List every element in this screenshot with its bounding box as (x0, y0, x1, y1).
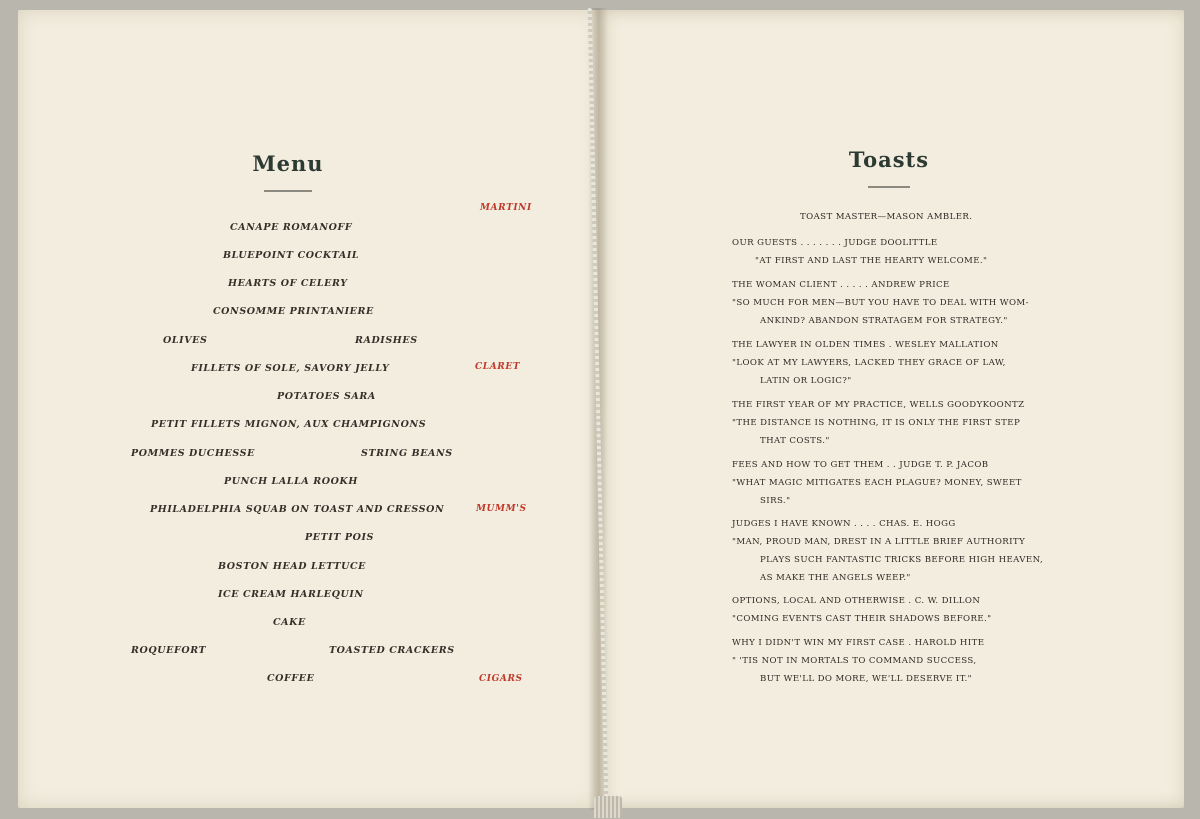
toast-quote-line: BUT WE'LL DO MORE, WE'LL DESERVE IT." (760, 674, 973, 684)
toast-quote-line: "SO MUCH FOR MEN—BUT YOU HAVE TO DEAL WITH WOM- (732, 298, 1029, 308)
menu-item: CAKE (273, 617, 306, 628)
toast-title-line: FEES AND HOW TO GET THEM . . JUDGE T. P. JACOB (732, 460, 989, 470)
toast-title-line: JUDGES I HAVE KNOWN . . . . CHAS. E. HOGG (732, 519, 956, 529)
wine-pairing: MARTINI (480, 203, 532, 213)
toast-quote-line: THAT COSTS." (760, 436, 830, 446)
menu-item: FILLETS OF SOLE, SAVORY JELLY (191, 363, 390, 374)
menu-page (18, 10, 598, 808)
wine-pairing: CLARET (475, 362, 521, 372)
toast-quote-line: "THE DISTANCE IS NOTHING, IT IS ONLY THE FIRST STEP (732, 418, 1021, 428)
toast-quote-line: AS MAKE THE ANGELS WEEP." (760, 573, 911, 583)
menu-item: PETIT FILLETS MIGNON, AUX CHAMPIGNONS (151, 419, 427, 430)
menu-item: CANAPE ROMANOFF (230, 222, 353, 233)
toast-quote-line: ANKIND? ABANDON STRATAGEM FOR STRATEGY." (760, 316, 1008, 326)
menu-item: BOSTON HEAD LETTUCE (218, 561, 367, 572)
toasts-heading-rule (868, 186, 910, 188)
toast-quote-line: " 'TIS NOT IN MORTALS TO COMMAND SUCCESS, (732, 656, 977, 666)
menu-item: STRING BEANS (361, 448, 453, 459)
toast-title-line: WHY I DIDN'T WIN MY FIRST CASE . HAROLD HITE (732, 638, 985, 648)
toast-title-line: OUR GUESTS . . . . . . . JUDGE DOOLITTLE (732, 238, 938, 248)
toast-quote-line: "MAN, PROUD MAN, DREST IN A LITTLE BRIEF AUTHORITY (732, 537, 1026, 547)
toast-quote-line: "COMING EVENTS CAST THEIR SHADOWS BEFORE." (732, 614, 992, 624)
menu-item: PHILADELPHIA SQUAB ON TOAST AND CRESSON (150, 504, 445, 515)
menu-item: ICE CREAM HARLEQUIN (218, 589, 364, 600)
wine-pairing: MUMM'S (476, 504, 527, 514)
toast-title-line: THE FIRST YEAR OF MY PRACTICE, WELLS GOODYKOONTZ (732, 400, 1025, 410)
menu-heading-rule (264, 190, 312, 192)
menu-item: PUNCH LALLA ROOKH (224, 476, 358, 487)
menu-item: COFFEE (267, 673, 315, 684)
toast-quote-line: PLAYS SUCH FANTASTIC TRICKS BEFORE HIGH HEAVEN, (760, 555, 1044, 565)
menu-item: PETIT POIS (305, 532, 374, 543)
toast-title-line: THE WOMAN CLIENT . . . . . ANDREW PRICE (732, 280, 950, 290)
toasts-heading: Toasts (848, 147, 930, 172)
menu-item: POTATOES SARA (277, 391, 376, 402)
wine-pairing: CIGARS (479, 674, 523, 684)
toast-quote-line: LATIN OR LOGIC?" (760, 376, 852, 386)
menu-item: ROQUEFORT (131, 645, 207, 656)
menu-item: BLUEPOINT COCKTAIL (223, 250, 360, 261)
toast-master-line: TOAST MASTER—MASON AMBLER. (800, 212, 973, 222)
cord-tassel (594, 796, 622, 818)
toast-quote-line: "AT FIRST AND LAST THE HEARTY WELCOME." (755, 256, 988, 266)
menu-item: TOASTED CRACKERS (329, 645, 455, 656)
toast-quote-line: SIRS." (760, 496, 791, 506)
menu-item: CONSOMME PRINTANIERE (213, 306, 374, 317)
toast-title-line: OPTIONS, LOCAL AND OTHERWISE . C. W. DILLON (732, 596, 981, 606)
menu-heading: Menu (252, 151, 324, 176)
toast-quote-line: "LOOK AT MY LAWYERS, LACKED THEY GRACE OF LAW, (732, 358, 1006, 368)
menu-item: HEARTS OF CELERY (228, 278, 348, 289)
toast-title-line: THE LAWYER IN OLDEN TIMES . WESLEY MALLATION (732, 340, 999, 350)
toast-quote-line: "WHAT MAGIC MITIGATES EACH PLAGUE? MONEY, SWEET (732, 478, 1022, 488)
menu-item: RADISHES (355, 335, 418, 346)
menu-item: POMMES DUCHESSE (131, 448, 255, 459)
menu-item: OLIVES (163, 335, 208, 346)
